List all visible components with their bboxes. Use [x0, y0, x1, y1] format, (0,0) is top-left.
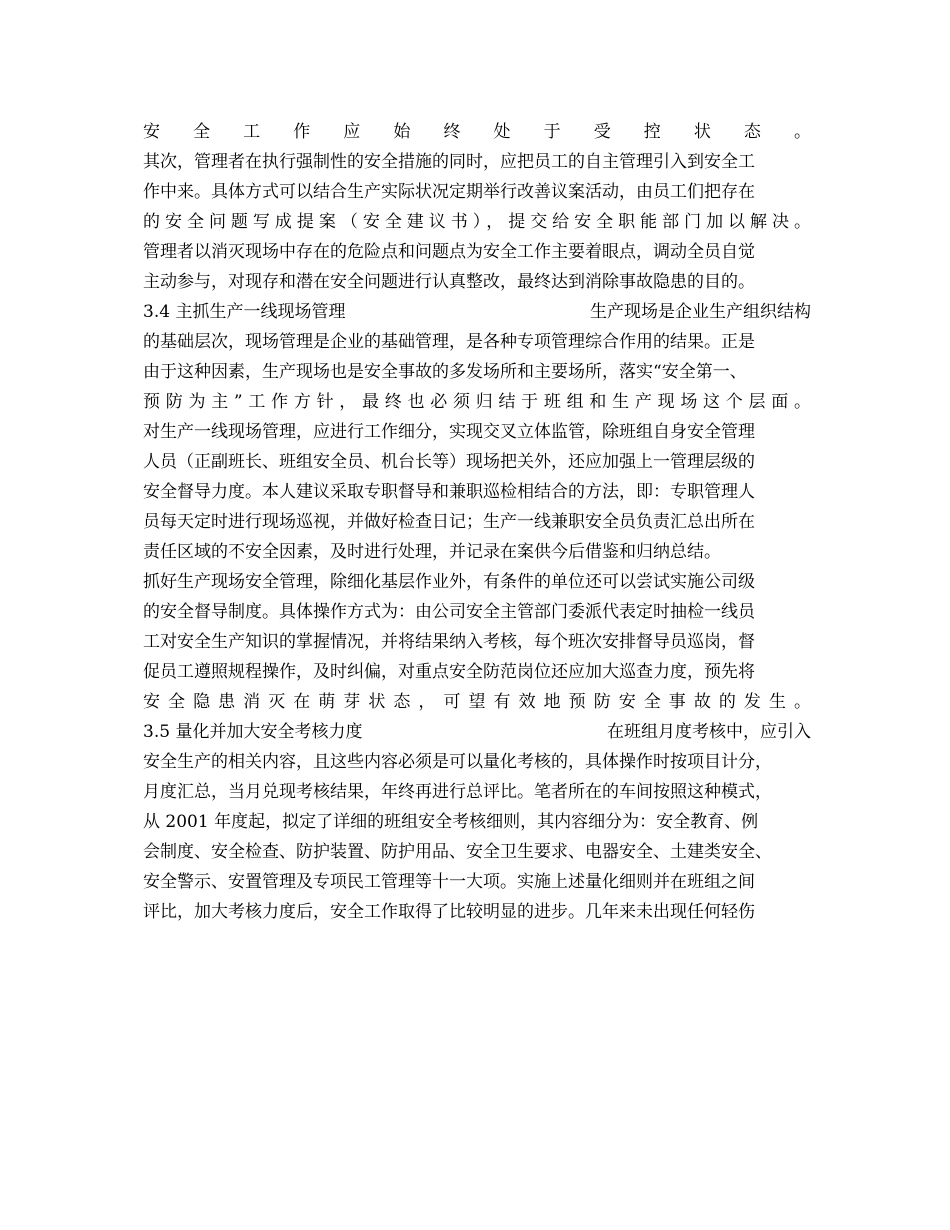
- text-line: 安全生产的相关内容，且这些内容必须是可以量化考核的，具体操作时按项目计分，: [143, 752, 772, 772]
- text-line: 的基础层次，现场管理是企业的基础管理，是各种专项管理综合作用的结果。正是: [143, 332, 755, 352]
- text-line: 预防为主”工作方针，最终也必须归结于班组和生产现场这个层面。: [143, 392, 811, 412]
- section-title: 3.5 量化并加大安全考核力度: [143, 722, 363, 742]
- text-line: 主动参与，对现存和潜在安全问题进行认真整改，最终达到消除事故隐患的目的。: [143, 272, 755, 292]
- text-line: 安全警示、安置管理及专项民工管理等十一大项。实施上述量化细则并在班组之间: [143, 872, 755, 892]
- text-line: 作中来。具体方式可以结合生产实际状况定期举行改善议案活动，由员工们把存在: [143, 182, 755, 202]
- text-line: 员每天定时进行现场巡视，并做好检查日记；生产一线兼职安全员负责汇总出所在: [143, 512, 755, 532]
- text-line: 由于这种因素，生产现场也是安全事故的多发场所和主要场所，落实“安全第一、: [143, 362, 747, 382]
- section-heading-3-4: [143, 297, 811, 327]
- section-heading-3-5: [143, 717, 811, 747]
- text-line: 的安全问题写成提案（安全建议书），提交给安全职能部门加以解决。: [143, 212, 811, 232]
- text-line: 抓好生产现场安全管理，除细化基层作业外，有条件的单位还可以尝试实施公司级: [143, 572, 755, 592]
- text-line: 的安全督导制度。具体操作方式为：由公司安全主管部门委派代表定时抽检一线员: [143, 602, 755, 622]
- section-lead-text: 生产现场是企业生产组织结构: [590, 302, 811, 322]
- section-title: 3.4 主抓生产一线现场管理: [143, 302, 346, 322]
- text-line: 管理者以消灭现场中存在的危险点和问题点为安全工作主要着眼点，调动全员自觉: [143, 242, 755, 262]
- text-line: 会制度、安全检查、防护装置、防护用品、安全卫生要求、电器安全、土建类安全、: [143, 842, 772, 862]
- section-lead-text: 在班组月度考核中，应引入: [607, 722, 811, 742]
- text-line: 促员工遵照规程操作，及时纠偏，对重点安全防范岗位还应加大巡查力度，预先将: [143, 662, 755, 682]
- text-line: 安 全 工 作 应 始 终 处 于 受 控 状 态 。: [143, 122, 811, 142]
- text-line: 月度汇总，当月兑现考核结果，年终再进行总评比。笔者所在的车间按照这种模式，: [143, 782, 772, 802]
- text-line: 责任区域的不安全因素，及时进行处理，并记录在案供今后借鉴和归纳总结。: [143, 542, 721, 562]
- text-line: 工对安全生产知识的掌握情况，并将结果纳入考核，每个班次安排督导员巡岗，督: [143, 632, 755, 652]
- text-line: 评比，加大考核力度后，安全工作取得了比较明显的进步。几年来未出现任何轻伤: [143, 902, 755, 922]
- text-line: 从 2001 年度起，拟定了详细的班组安全考核细则，其内容细分为：安全教育、例: [143, 812, 759, 832]
- text-line: 对生产一线现场管理，应进行工作细分，实现交叉立体监管，除班组自身安全管理: [143, 422, 755, 442]
- text-line: 人员（正副班长、班组安全员、机台长等）现场把关外，还应加强上一管理层级的: [143, 452, 755, 472]
- text-line: 其次，管理者在执行强制性的安全措施的同时，应把员工的自主管理引入到安全工: [143, 152, 755, 172]
- body-text: [143, 117, 811, 927]
- text-line: 安全隐患消灭在萌芽状态，可望有效地预防安全事故的发生。: [143, 692, 811, 712]
- text-line: 安全督导力度。本人建议采取专职督导和兼职巡检相结合的方法，即：专职管理人: [143, 482, 755, 502]
